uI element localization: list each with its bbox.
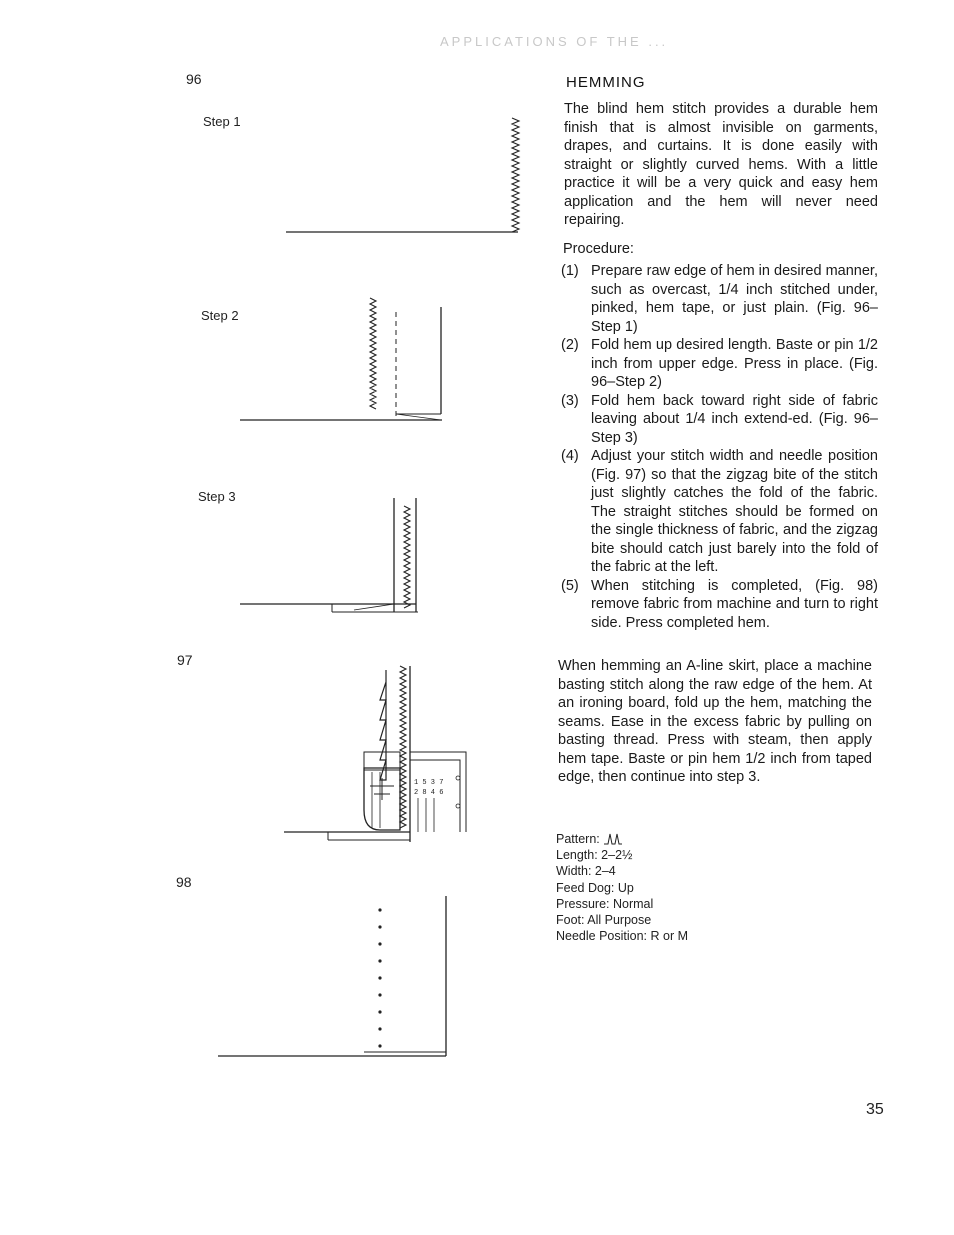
step-3-label: Step 3 — [198, 489, 236, 504]
machine-settings — [556, 831, 688, 944]
procedure-list — [561, 262, 878, 632]
stitch-dial-bottom: 2 8 4 6 — [414, 789, 444, 797]
setting-foot: Foot: All Purpose — [556, 913, 652, 928]
procedure-step — [561, 447, 878, 577]
procedure-step — [561, 336, 878, 392]
step-text: When stitching is completed, (Fig. 98) remove fabric from machine and turn to right side. Press completed hem. — [591, 577, 878, 631]
a-line-text: When hemming an A-line skirt, place a machine basting stitch along the raw edge of the hem. At an ironing board, fold up the hem, matching the seams. Ease in the excess fabric by pulling on basting thread. Press with steam, then apply hem tape. Baste or pin hem 1/2 inch from taped edge, then continue into step 3. — [558, 658, 872, 785]
page-number: 35 — [866, 1101, 884, 1118]
zigzag-edge — [512, 118, 519, 232]
section-title: HEMMING — [566, 74, 646, 91]
step-2-label: Step 2 — [201, 308, 239, 323]
setting-pressure: Pressure: Normal — [556, 896, 654, 911]
step-text: Fold hem up desired length. Baste or pin 1/2 inch from upper edge. Press in place. (Fig. 96–Step 2) — [591, 337, 878, 390]
a-line-note — [558, 657, 872, 787]
setting-pattern — [556, 831, 688, 847]
step-number: (3) — [561, 392, 579, 409]
setting-length: Length: 2–2½ — [556, 848, 633, 863]
step-number: (5) — [561, 577, 579, 594]
intro-text: The blind hem stitch provides a durable hem finish that is almost invisible on garments, drapes, and curtains. It is done easily with straight or slightly curved hems. With a little practice it will be a very quick and easy hem application and the hem will never need repairing. — [564, 101, 878, 228]
zigzag-edge — [404, 506, 410, 608]
procedure-step — [561, 262, 878, 336]
step-number: (2) — [561, 337, 579, 353]
setting-needle-position: Needle Position: R or M — [556, 929, 689, 944]
stitch-dial-top: 1 5 3 7 — [414, 779, 444, 787]
zigzag-edge — [370, 298, 376, 409]
figure-96-number: 96 — [186, 71, 202, 87]
step-number: (1) — [561, 263, 579, 279]
step-text: Fold hem back toward right side of fabric leaving about 1/4 inch extend-ed. (Fig. 96–Step 3) — [591, 392, 878, 446]
pattern-label: Pattern: — [556, 832, 600, 846]
completed-hem-illustration — [214, 890, 454, 1070]
figure-97-number: 97 — [177, 652, 193, 668]
step-2-illustration — [236, 282, 451, 427]
setting-width: Width: 2–4 — [556, 864, 616, 879]
step-1-illustration — [280, 110, 530, 240]
step-text: Prepare raw edge of hem in desired manner, such as overcast, 1/4 inch stitched under, pinked, hem tape, or just plain. (Fig. 96–Step 1) — [591, 263, 878, 335]
setting-feed-dog: Feed Dog: Up — [556, 880, 634, 895]
step-text: Adjust your stitch width and needle position (Fig. 97) so that the zigzag bite of the stitch just slightly catches the fold of the fabric. The straight stitches should be formed on the single thickness of fabric, and the zigzag bite should catch just barely into the fold of the fabric at the left. — [591, 448, 878, 575]
step-1-label: Step 1 — [203, 114, 241, 129]
figure-98-number: 98 — [176, 874, 192, 890]
procedure-step — [561, 577, 878, 633]
running-header: APPLICATIONS OF THE ... — [440, 34, 669, 49]
intro-paragraph — [564, 100, 878, 230]
procedure-step — [561, 392, 878, 448]
blind-hem-stitch-icon — [603, 833, 623, 845]
step-3-illustration — [236, 480, 431, 620]
presser-foot-illustration — [280, 660, 480, 850]
step-number: (4) — [561, 448, 579, 464]
procedure-label: Procedure: — [563, 241, 634, 257]
